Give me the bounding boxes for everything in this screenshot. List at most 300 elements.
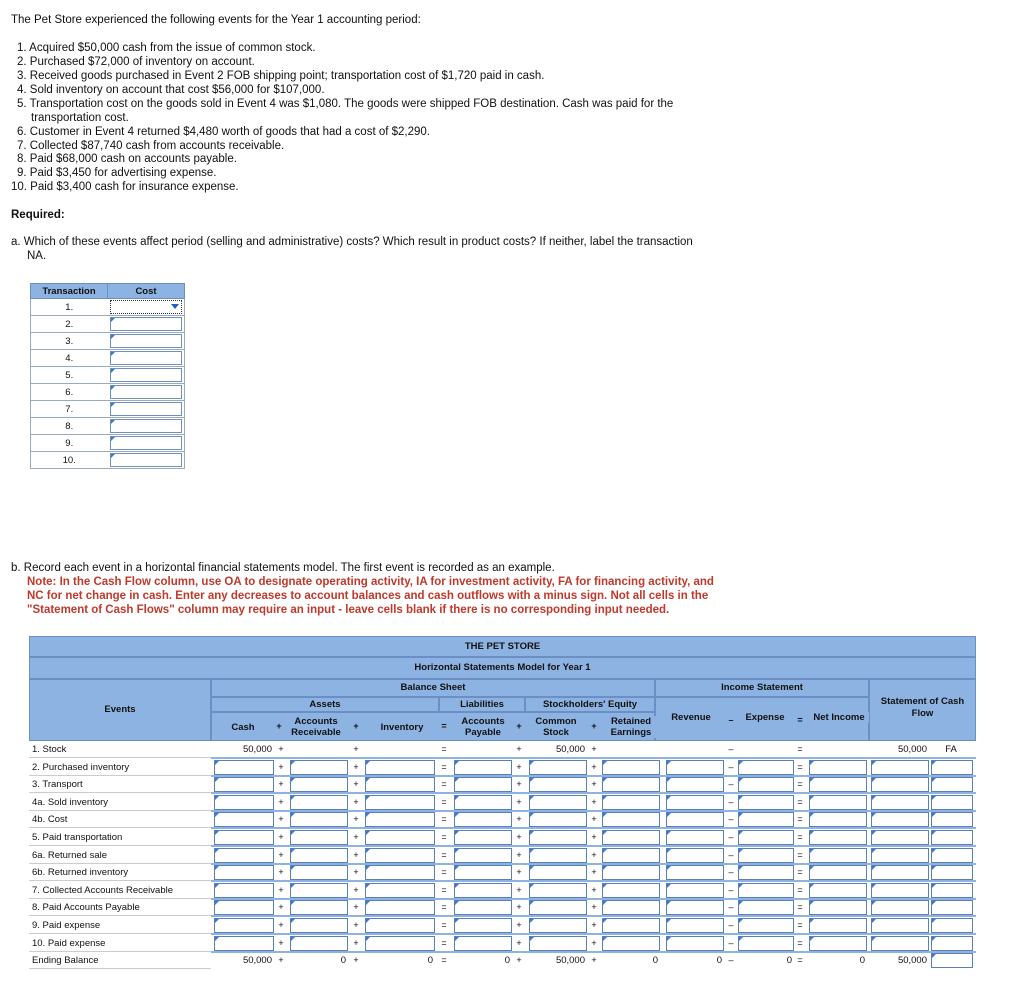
cost-row xyxy=(31,435,185,452)
scf-act-input[interactable] xyxy=(931,795,973,810)
ap-input[interactable] xyxy=(454,883,512,898)
net-income-header: Net Income xyxy=(809,712,869,723)
scf-act-input[interactable] xyxy=(931,900,973,915)
transaction-number: 10. xyxy=(31,452,108,469)
event-item: 8. Paid $68,000 cash on accounts payable. xyxy=(17,153,237,165)
revenue-input[interactable] xyxy=(666,848,724,863)
plus-sign: + xyxy=(591,937,597,948)
cost-table xyxy=(30,283,185,469)
revenue-input[interactable] xyxy=(666,918,724,933)
inventory-input[interactable] xyxy=(365,848,435,863)
cash-input[interactable] xyxy=(214,760,274,775)
equals-sign: = xyxy=(797,849,803,860)
plus-sign: + xyxy=(278,814,284,825)
plus-sign: + xyxy=(591,867,597,878)
cs-input[interactable] xyxy=(529,883,587,898)
equals-sign: = xyxy=(441,796,447,807)
transaction-number: 2. xyxy=(31,316,108,333)
event-row-label: 7. Collected Accounts Receivable xyxy=(29,882,211,899)
revenue-input[interactable] xyxy=(666,812,724,827)
equals-sign: = xyxy=(441,902,447,913)
scf-act-input[interactable] xyxy=(931,936,973,951)
ar-header: Accounts Receivable xyxy=(275,716,357,738)
scf-input[interactable] xyxy=(871,883,929,898)
cash-input[interactable] xyxy=(214,900,274,915)
cs-input[interactable] xyxy=(529,795,587,810)
equals-sign: = xyxy=(441,721,447,731)
transaction-number: 3. xyxy=(31,333,108,350)
minus-sign: – xyxy=(728,761,734,772)
re-input[interactable] xyxy=(602,900,660,915)
revenue-input[interactable] xyxy=(666,760,724,775)
plus-sign: + xyxy=(278,744,284,754)
scf-act-input[interactable] xyxy=(931,918,973,933)
plus-sign: + xyxy=(591,779,597,790)
equals-sign: = xyxy=(797,884,803,895)
inventory-input[interactable] xyxy=(365,760,435,775)
cost-row xyxy=(31,350,185,367)
ap-input[interactable] xyxy=(454,795,512,810)
event-row-label: 3. Transport xyxy=(29,776,211,793)
equals-sign: = xyxy=(797,867,803,878)
re-input[interactable] xyxy=(602,865,660,880)
plus-sign: + xyxy=(353,779,359,790)
inventory-input[interactable] xyxy=(365,795,435,810)
expense-input[interactable] xyxy=(738,848,794,863)
cost-select[interactable] xyxy=(110,334,183,348)
transaction-number: 4. xyxy=(31,350,108,367)
expense-input[interactable] xyxy=(738,918,794,933)
plus-sign: + xyxy=(516,849,522,860)
plus-sign: + xyxy=(353,814,359,825)
plus-sign: + xyxy=(278,937,284,948)
cs-input[interactable] xyxy=(529,865,587,880)
required-heading: Required: xyxy=(11,209,65,221)
cs-value: 50,000 xyxy=(555,955,585,967)
scf-input[interactable] xyxy=(871,777,929,792)
minus-sign: – xyxy=(728,744,734,754)
inventory-input[interactable] xyxy=(365,812,435,827)
plus-sign: + xyxy=(278,796,284,807)
equals-sign: = xyxy=(441,849,447,860)
scf-act-input[interactable] xyxy=(931,812,973,827)
inventory-input[interactable] xyxy=(365,900,435,915)
ap-input[interactable] xyxy=(454,865,512,880)
ar-input[interactable] xyxy=(290,883,348,898)
expense-input[interactable] xyxy=(738,830,794,845)
net-income-input[interactable] xyxy=(809,777,867,792)
cost-select[interactable] xyxy=(110,402,183,416)
equals-sign: = xyxy=(797,955,803,966)
cost-select[interactable] xyxy=(110,351,183,365)
cash-input[interactable] xyxy=(214,812,274,827)
equals-sign: = xyxy=(441,832,447,842)
event-row-label: 8. Paid Accounts Payable xyxy=(29,899,211,916)
scf-act-input[interactable] xyxy=(931,865,973,880)
equals-sign: = xyxy=(441,814,447,825)
ap-input[interactable] xyxy=(454,848,512,863)
event-row-label: 4a. Sold inventory xyxy=(29,794,211,811)
event-row-label: 9. Paid expense xyxy=(29,917,211,934)
net-income-input[interactable] xyxy=(809,918,867,933)
cash-header: Cash xyxy=(221,722,265,733)
re-input[interactable] xyxy=(602,918,660,933)
re-input[interactable] xyxy=(602,760,660,775)
net-income-input[interactable] xyxy=(809,760,867,775)
revenue-input[interactable] xyxy=(666,830,724,845)
plus-sign: + xyxy=(516,779,522,790)
plus-sign: + xyxy=(278,779,284,790)
cost-select[interactable] xyxy=(110,368,183,382)
re-input[interactable] xyxy=(602,777,660,792)
plus-sign: + xyxy=(591,920,597,930)
scf-input[interactable] xyxy=(871,812,929,827)
minus-sign: – xyxy=(728,849,734,860)
inventory-input[interactable] xyxy=(365,918,435,933)
event-item: transportation cost. xyxy=(31,112,129,124)
cost-select[interactable] xyxy=(110,385,183,399)
expense-input[interactable] xyxy=(738,795,794,810)
expense-input[interactable] xyxy=(738,900,794,915)
cash-input[interactable] xyxy=(214,883,274,898)
ar-input[interactable] xyxy=(290,795,348,810)
transaction-number: 8. xyxy=(31,418,108,435)
equals-sign: = xyxy=(797,832,803,842)
expense-input[interactable] xyxy=(738,936,794,951)
re-input[interactable] xyxy=(602,883,660,898)
scf-value: 50,000 xyxy=(897,744,927,755)
scf-act-input[interactable] xyxy=(931,830,973,845)
re-input[interactable] xyxy=(602,795,660,810)
minus-sign: – xyxy=(728,779,734,790)
part-b-question: b. Record each event in a horizontal financial statements model. The first event is recorded as an example. xyxy=(11,562,555,574)
plus-sign: + xyxy=(353,849,359,860)
scf-input[interactable] xyxy=(871,795,929,810)
revenue-input[interactable] xyxy=(666,883,724,898)
ar-input[interactable] xyxy=(290,848,348,863)
plus-sign: + xyxy=(591,796,597,807)
horizontal-statements-model xyxy=(29,636,976,968)
net-income-input[interactable] xyxy=(809,883,867,898)
ap-input[interactable] xyxy=(454,830,512,845)
cash-value: 50,000 xyxy=(242,744,272,755)
transaction-number: 7. xyxy=(31,401,108,418)
cash-input[interactable] xyxy=(214,830,274,845)
transaction-number: 6. xyxy=(31,384,108,401)
net-income-input[interactable] xyxy=(809,936,867,951)
cs-header: Common Stock xyxy=(527,716,585,738)
cash-input[interactable] xyxy=(214,777,274,792)
plus-sign: + xyxy=(353,920,359,930)
event-item: 9. Paid $3,450 for advertising expense. xyxy=(17,167,217,179)
ar-input[interactable] xyxy=(290,812,348,827)
plus-sign: + xyxy=(278,884,284,895)
scf-header: Statement of Cash Flow xyxy=(869,679,976,741)
plus-sign: + xyxy=(353,832,359,842)
equals-sign: = xyxy=(797,761,803,772)
revenue-input[interactable] xyxy=(666,795,724,810)
event-row-label: 10. Paid expense xyxy=(29,935,211,952)
model-title: THE PET STORE xyxy=(29,636,976,657)
net-income-input[interactable] xyxy=(809,865,867,880)
part-a-question-cont: NA. xyxy=(27,250,47,262)
cash-input[interactable] xyxy=(214,795,274,810)
cs-input[interactable] xyxy=(529,812,587,827)
plus-sign: + xyxy=(353,761,359,772)
ar-input[interactable] xyxy=(290,830,348,845)
plus-sign: + xyxy=(516,937,522,948)
plus-sign: + xyxy=(278,955,284,966)
net-income-input[interactable] xyxy=(809,900,867,915)
plus-sign: + xyxy=(353,867,359,878)
income-statement-header: Income Statement xyxy=(655,679,869,697)
plus-sign: + xyxy=(516,920,522,930)
plus-sign: + xyxy=(591,761,597,772)
plus-sign: + xyxy=(278,867,284,878)
cost-row xyxy=(31,367,185,384)
net-income-input[interactable] xyxy=(809,795,867,810)
plus-sign: + xyxy=(353,937,359,948)
expense-input[interactable] xyxy=(738,883,794,898)
cs-value: 50,000 xyxy=(555,744,585,755)
re-value: 0 xyxy=(652,955,658,967)
inventory-input[interactable] xyxy=(365,865,435,880)
event-row-label: 6a. Returned sale xyxy=(29,847,211,864)
re-input[interactable] xyxy=(602,936,660,951)
inventory-input[interactable] xyxy=(365,777,435,792)
minus-sign: – xyxy=(728,832,734,842)
transaction-number: 1. xyxy=(31,299,108,316)
intro-text: The Pet Store experienced the following events for the Year 1 accounting period: xyxy=(11,14,421,26)
equals-sign: = xyxy=(797,902,803,913)
scf-act-value: FA xyxy=(945,744,957,755)
event-item: 3. Received goods purchased in Event 2 FOB shipping point; transportation cost of $1,720 paid in cash. xyxy=(17,70,545,82)
plus-sign: + xyxy=(353,902,359,913)
equals-sign: = xyxy=(441,937,447,948)
plus-sign: + xyxy=(591,902,597,913)
equals-sign: = xyxy=(441,761,447,772)
cs-input[interactable] xyxy=(529,760,587,775)
expense-value: 0 xyxy=(786,955,792,967)
minus-sign: – xyxy=(728,715,734,725)
net-income-input[interactable] xyxy=(809,848,867,863)
chevron-down-icon xyxy=(171,304,179,309)
minus-sign: – xyxy=(728,814,734,825)
cost-row xyxy=(31,316,185,333)
ar-input[interactable] xyxy=(290,777,348,792)
plus-sign: + xyxy=(591,849,597,860)
cs-input[interactable] xyxy=(529,900,587,915)
revenue-value: 0 xyxy=(716,955,722,967)
ap-header: Accounts Payable xyxy=(449,716,517,738)
ar-input[interactable] xyxy=(290,936,348,951)
plus-sign: + xyxy=(516,955,522,966)
plus-sign: + xyxy=(591,884,597,895)
ap-input[interactable] xyxy=(454,760,512,775)
equals-sign: = xyxy=(797,937,803,948)
revenue-header: Revenue xyxy=(665,712,717,723)
scf-act-input[interactable] xyxy=(931,883,973,898)
revenue-input[interactable] xyxy=(666,777,724,792)
event-row-label: Ending Balance xyxy=(29,952,211,969)
plus-sign: + xyxy=(278,761,284,772)
equals-sign: = xyxy=(797,744,803,754)
equals-sign: = xyxy=(441,920,447,930)
plus-sign: + xyxy=(353,955,359,966)
event-item: 4. Sold inventory on account that cost $56,000 for $107,000. xyxy=(17,84,325,96)
transaction-header: Transaction xyxy=(31,284,108,299)
cost-select[interactable] xyxy=(110,419,183,433)
ar-input[interactable] xyxy=(290,918,348,933)
expense-input[interactable] xyxy=(738,812,794,827)
scf-input[interactable] xyxy=(871,900,929,915)
ap-input[interactable] xyxy=(454,936,512,951)
cash-input[interactable] xyxy=(214,848,274,863)
inventory-input[interactable] xyxy=(365,830,435,845)
expense-input[interactable] xyxy=(738,865,794,880)
part-a-question: a. Which of these events affect period (selling and administrative) costs? Which result in product costs? If neither, label the transaction xyxy=(11,236,693,248)
cs-input[interactable] xyxy=(529,936,587,951)
cost-row xyxy=(31,452,185,469)
re-input[interactable] xyxy=(602,812,660,827)
plus-sign: + xyxy=(516,884,522,895)
cost-header: Cost xyxy=(108,284,185,299)
ap-input[interactable] xyxy=(454,777,512,792)
transaction-number: 9. xyxy=(31,435,108,452)
minus-sign: – xyxy=(728,920,734,930)
ap-input[interactable] xyxy=(454,900,512,915)
balance-sheet-header: Balance Sheet xyxy=(211,679,655,697)
scf-act-input[interactable] xyxy=(931,848,973,863)
expense-input[interactable] xyxy=(738,760,794,775)
plus-sign: + xyxy=(278,920,284,930)
ar-input[interactable] xyxy=(290,865,348,880)
event-item: 7. Collected $87,740 cash from accounts receivable. xyxy=(17,140,285,152)
inventory-input[interactable] xyxy=(365,883,435,898)
scf-input[interactable] xyxy=(871,830,929,845)
scf-act-input[interactable] xyxy=(931,760,973,775)
plus-sign: + xyxy=(353,744,359,754)
plus-sign: + xyxy=(516,832,522,842)
plus-sign: + xyxy=(278,849,284,860)
minus-sign: – xyxy=(728,884,734,895)
assets-header: Assets xyxy=(211,697,439,712)
scf-input[interactable] xyxy=(871,865,929,880)
cs-input[interactable] xyxy=(529,830,587,845)
scf-input[interactable] xyxy=(871,848,929,863)
equals-sign: = xyxy=(797,796,803,807)
cost-row xyxy=(31,384,185,401)
cash-input[interactable] xyxy=(214,865,274,880)
plus-sign: + xyxy=(276,721,282,731)
inventory-input[interactable] xyxy=(365,936,435,951)
plus-sign: + xyxy=(516,902,522,913)
event-item: 6. Customer in Event 4 returned $4,480 worth of goods that had a cost of $2,290. xyxy=(17,126,430,138)
cost-row xyxy=(31,418,185,435)
minus-sign: – xyxy=(728,796,734,807)
expense-input[interactable] xyxy=(738,777,794,792)
ap-input[interactable] xyxy=(454,812,512,827)
equals-sign: = xyxy=(797,814,803,825)
net-income-input[interactable] xyxy=(809,830,867,845)
scf-act-input[interactable] xyxy=(931,777,973,792)
cost-row xyxy=(31,401,185,418)
cash-input[interactable] xyxy=(214,936,274,951)
cs-input[interactable] xyxy=(529,777,587,792)
event-row-label: 2. Purchased inventory xyxy=(29,759,211,776)
cost-select[interactable] xyxy=(110,436,183,450)
cost-row xyxy=(31,299,185,316)
plus-sign: + xyxy=(516,721,522,731)
revenue-input[interactable] xyxy=(666,900,724,915)
ap-value: 0 xyxy=(504,955,510,967)
equity-header: Stockholders' Equity xyxy=(525,697,655,712)
revenue-input[interactable] xyxy=(666,865,724,880)
event-item: 10. Paid $3,400 cash for insurance expense. xyxy=(11,181,239,193)
ar-input[interactable] xyxy=(290,760,348,775)
scf-activity-input[interactable] xyxy=(931,953,973,968)
equals-sign: = xyxy=(797,779,803,790)
plus-sign: + xyxy=(278,902,284,913)
plus-sign: + xyxy=(591,832,597,842)
minus-sign: – xyxy=(728,867,734,878)
scf-input[interactable] xyxy=(871,918,929,933)
plus-sign: + xyxy=(353,884,359,895)
cs-input[interactable] xyxy=(529,918,587,933)
plus-sign: + xyxy=(516,867,522,878)
cash-value: 50,000 xyxy=(242,955,272,967)
re-input[interactable] xyxy=(602,830,660,845)
plus-sign: + xyxy=(591,721,597,731)
cost-select[interactable] xyxy=(110,453,183,467)
scf-input[interactable] xyxy=(871,760,929,775)
minus-sign: – xyxy=(728,955,734,966)
ap-input[interactable] xyxy=(454,918,512,933)
equals-sign: = xyxy=(797,715,803,725)
model-subtitle: Horizontal Statements Model for Year 1 xyxy=(29,657,976,679)
re-input[interactable] xyxy=(602,848,660,863)
event-item: 2. Purchased $72,000 of inventory on account. xyxy=(17,56,255,68)
cs-input[interactable] xyxy=(529,848,587,863)
minus-sign: – xyxy=(728,902,734,913)
equals-sign: = xyxy=(441,955,447,966)
revenue-input[interactable] xyxy=(666,936,724,951)
cost-select[interactable] xyxy=(110,300,183,314)
plus-sign: + xyxy=(353,796,359,807)
net-income-input[interactable] xyxy=(809,812,867,827)
scf-value: 50,000 xyxy=(897,955,927,967)
minus-sign: – xyxy=(728,937,734,948)
part-b-note-1: Note: In the Cash Flow column, use OA to designate operating activity, IA for investment activity, FA for financing activity, and xyxy=(27,576,714,588)
expense-header: Expense xyxy=(739,712,791,723)
cost-row xyxy=(31,333,185,350)
plus-sign: + xyxy=(591,814,597,825)
ar-input[interactable] xyxy=(290,900,348,915)
liabilities-header: Liabilities xyxy=(439,697,525,712)
event-item: 1. Acquired $50,000 cash from the issue of common stock. xyxy=(17,42,316,54)
part-b-note-2: NC for net change in cash. Enter any decreases to account balances and cash outflows with a minus sign. Not all cells in the xyxy=(27,590,709,602)
cash-input[interactable] xyxy=(214,918,274,933)
event-row-label: 5. Paid transportation xyxy=(29,829,211,846)
plus-sign: + xyxy=(353,721,359,731)
transaction-number: 5. xyxy=(31,367,108,384)
plus-sign: + xyxy=(516,814,522,825)
scf-input[interactable] xyxy=(871,936,929,951)
cost-select[interactable] xyxy=(110,317,183,331)
events-header: Events xyxy=(29,679,211,741)
plus-sign: + xyxy=(591,955,597,966)
event-item: 5. Transportation cost on the goods sold in Event 4 was $1,080. The goods were shipped FOB destination. Cash was paid for the xyxy=(17,98,674,110)
